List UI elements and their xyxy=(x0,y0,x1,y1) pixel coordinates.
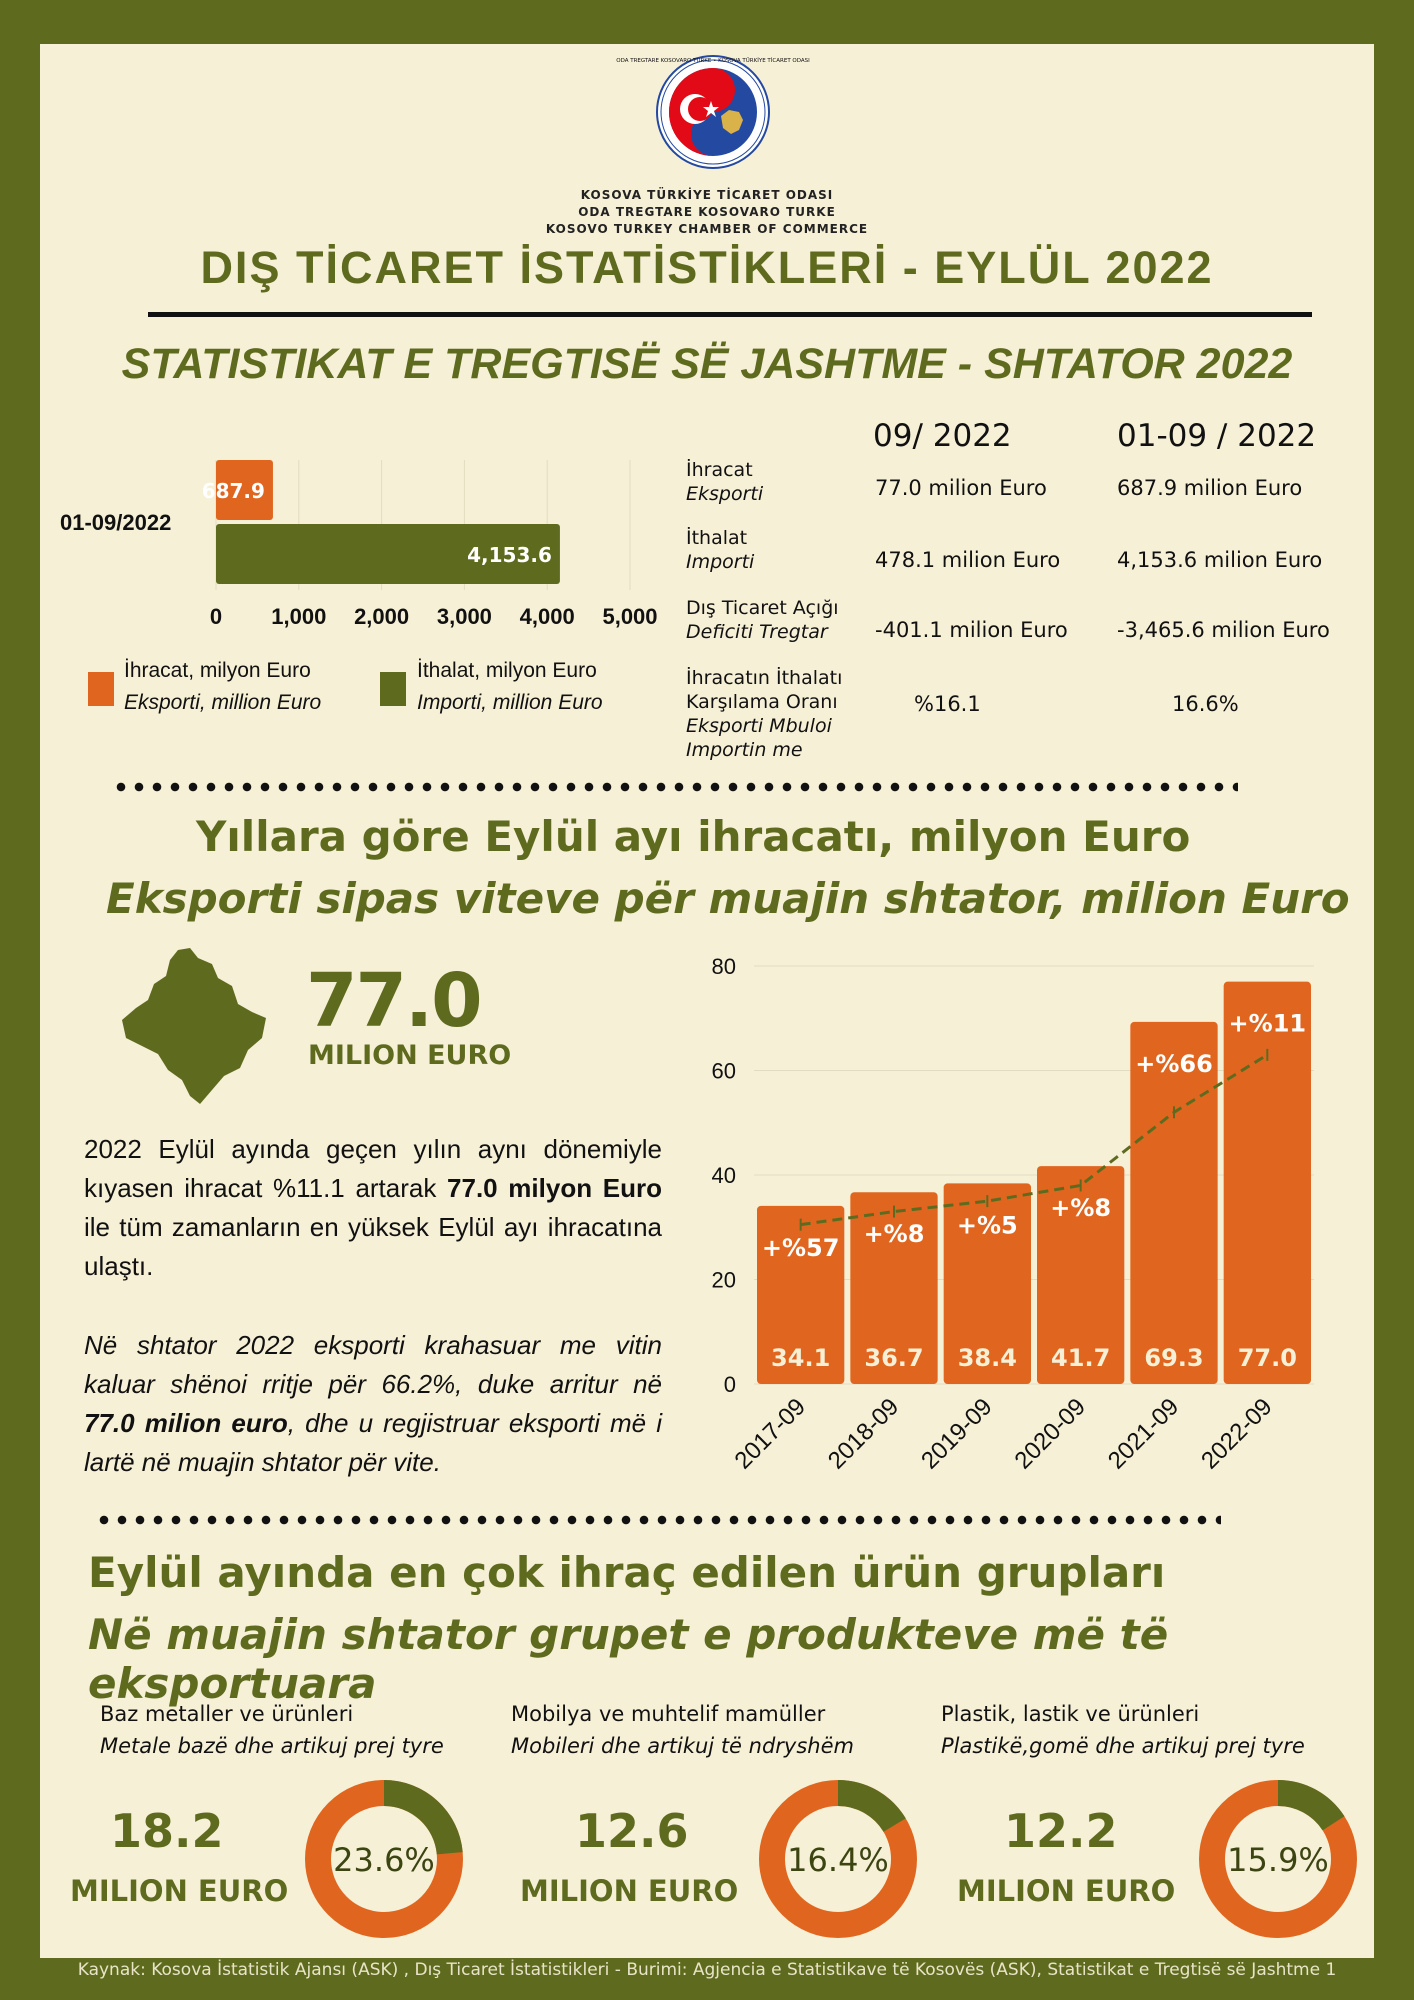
product-name-sq: Metale bazë dhe artikuj prej tyre xyxy=(100,1734,444,1758)
vbar-category-label: 2020-09 xyxy=(1009,1393,1091,1475)
page-title-sq: STATISTIKAT E TREGTISË SË JASHTME - SHTATOR 2022 xyxy=(121,340,1293,388)
paragraph-text: Në shtator 2022 eksporti krahasuar me vitin kaluar shënoi rritje për 66.2%, duke arritur në xyxy=(84,1330,662,1399)
cell-export-month: 77.0 milion Euro xyxy=(875,476,1047,500)
paragraph-text: , dhe u regjistruar eksporti më i lartë në muajin shtator për vite. xyxy=(84,1408,662,1477)
legend-export-tr: İhracat, milyon Euro xyxy=(124,659,311,682)
paragraph-highlight: 77.0 milion euro xyxy=(84,1408,288,1438)
vbar-growth-label: +%8 xyxy=(863,1220,925,1249)
row-label-sq: Eksporti Mbuloi xyxy=(686,715,832,737)
title-divider xyxy=(148,312,1312,317)
legend-swatch-export xyxy=(88,672,114,706)
product-unit: MILION EURO xyxy=(520,1874,739,1908)
hbar-tick-label: 3,000 xyxy=(436,604,492,629)
cell-import-ytd: 4,153.6 milion Euro xyxy=(1117,548,1323,572)
section2-title-sq: Eksporti sipas viteve për muajin shtator, milion Euro xyxy=(106,874,1350,923)
share-donut xyxy=(302,1777,466,1941)
vbar-tick-label: 80 xyxy=(711,954,736,979)
cell-coverage-ytd: 16.6% xyxy=(1172,692,1239,716)
vbar-category-label: 2017-09 xyxy=(729,1393,811,1475)
vbar-tick-label: 0 xyxy=(723,1372,736,1397)
product-unit: MILION EURO xyxy=(957,1874,1176,1908)
product-name-sq: Plastikë,gomë dhe artikuj prej tyre xyxy=(941,1734,1305,1758)
row-label-sq: Importi xyxy=(686,551,755,573)
donut-label: 23.6% xyxy=(333,1841,435,1879)
row-label-tr: İhracat xyxy=(686,459,753,481)
vbar-growth-label: +%66 xyxy=(1135,1049,1213,1078)
hbar-tick-label: 4,000 xyxy=(519,604,575,629)
vbar-category-label: 2019-09 xyxy=(916,1393,998,1475)
yearly-export-chart xyxy=(690,946,1330,1506)
vbar-category-label: 2021-09 xyxy=(1102,1393,1185,1475)
org-name-sq: ODA TREGTARE KOSOVARO TURKE xyxy=(578,205,836,219)
legend-export xyxy=(124,655,321,719)
product-label xyxy=(941,1698,1305,1762)
source-footer: Kaynak: Kosova İstatistik Ajansı (ASK) , Dış Ticaret İstatistikleri - Burimi: Agjencia e Statistikave të Kosovës (ASK), Statistikat e Tregtisë së Jashtme 1 xyxy=(77,1960,1337,1980)
hbar-tick-label: 2,000 xyxy=(354,604,410,629)
row-label-import xyxy=(686,526,754,574)
cell-coverage-month: %16.1 xyxy=(914,692,981,716)
section2-title-tr: Yıllara göre Eylül ayı ihracatı, milyon Euro xyxy=(196,812,1191,861)
row-label-export xyxy=(686,458,763,506)
row-label-coverage xyxy=(686,666,842,762)
paragraph-text: 2022 Eylül ayında geçen yılın aynı dönemiyle kıyasen ihracat %11.1 artarak xyxy=(84,1134,662,1203)
vbar-growth-label: +%5 xyxy=(956,1211,1018,1240)
paragraph-highlight: 77.0 milyon Euro xyxy=(447,1173,662,1203)
row-label-deficit xyxy=(686,596,839,644)
vbar-growth-label: +%57 xyxy=(761,1233,840,1262)
share-donut xyxy=(756,1777,920,1941)
kosovo-map-icon xyxy=(120,946,270,1106)
row-label-tr: Dış Ticaret Açığı xyxy=(686,597,839,619)
vbar-value-label: 69.3 xyxy=(1144,1344,1204,1372)
hbar-row-label: 01-09/2022 xyxy=(60,510,172,535)
donut-label: 16.4% xyxy=(787,1841,889,1879)
vbar-value-label: 41.7 xyxy=(1051,1344,1111,1372)
vbar-category-label: 2018-09 xyxy=(822,1393,905,1475)
product-name-tr: Mobilya ve muhtelif mamüller xyxy=(511,1702,826,1726)
section-divider xyxy=(112,781,1238,793)
product-name-sq: Mobileri dhe artikuj të ndryshëm xyxy=(511,1734,854,1758)
org-name-tr: KOSOVA TÜRKİYE TİCARET ODASI xyxy=(580,188,834,202)
headline-value: 77.0 xyxy=(306,958,481,1044)
vbar-growth-label: +%8 xyxy=(1050,1194,1112,1223)
vbar-value-label: 77.0 xyxy=(1237,1344,1297,1372)
hbar-tick-label: 0 xyxy=(209,604,223,629)
product-name-tr: Baz metaller ve ürünleri xyxy=(100,1702,354,1726)
org-name-en: KOSOVO TURKEY CHAMBER OF COMMERCE xyxy=(545,222,869,236)
summary-hbar-chart xyxy=(200,450,670,640)
product-value: 12.2 xyxy=(1004,1804,1118,1858)
row-label-tr: İhracatın İthalatı xyxy=(686,667,843,689)
vbar-bar xyxy=(1224,982,1311,1384)
product-unit: MILION EURO xyxy=(70,1874,289,1908)
headline-unit: MILION EURO xyxy=(308,1040,512,1071)
vbar-value-label: 36.7 xyxy=(864,1344,924,1372)
cell-deficit-month: -401.1 milion Euro xyxy=(875,618,1068,642)
donut-label: 15.9% xyxy=(1227,1841,1329,1879)
hbar-value-label: 687.9 xyxy=(201,479,265,503)
hbar-tick-label: 5,000 xyxy=(602,604,658,629)
row-label-sq: Deficiti Tregtar xyxy=(686,621,828,643)
vbar-tick-label: 20 xyxy=(711,1267,736,1293)
legend-export-sq: Eksporti, million Euro xyxy=(124,691,322,714)
row-label-tr: İthalat xyxy=(686,527,748,549)
share-donut xyxy=(1196,1777,1360,1941)
vbar-growth-label: +%11 xyxy=(1228,1009,1307,1038)
legend-import-sq: Importi, million Euro xyxy=(417,691,603,714)
paragraph-tr xyxy=(84,1130,662,1286)
cell-deficit-ytd: -3,465.6 milion Euro xyxy=(1117,618,1330,642)
logo-ring-text: ODA TREGTARE KOSOVARO TURKE • KOSOVA TÜRKİYE TİCARET ODASI xyxy=(616,58,810,64)
row-label-sq: Eksporti xyxy=(686,483,764,505)
col-header-month: 09/ 2022 xyxy=(873,418,1012,454)
legend-import-tr: İthalat, milyon Euro xyxy=(417,659,597,682)
section3-title-tr: Eylül ayında en çok ihraç edilen ürün grupları xyxy=(88,1548,1166,1597)
vbar-value-label: 34.1 xyxy=(771,1344,831,1372)
cell-import-month: 478.1 milion Euro xyxy=(875,548,1061,572)
legend-import xyxy=(417,655,603,719)
paragraph-sq xyxy=(84,1326,662,1482)
row-label-tr2: Karşılama Oranı xyxy=(686,691,838,713)
product-value: 12.6 xyxy=(575,1804,689,1858)
section3-title-sq: Në muajin shtator grupet e produkteve më të eksportuara xyxy=(88,1610,1169,1708)
product-label xyxy=(511,1698,854,1762)
vbar-value-label: 38.4 xyxy=(957,1344,1017,1372)
hbar-value-label: 4,153.6 xyxy=(467,543,552,567)
hbar-tick-label: 1,000 xyxy=(271,604,327,629)
product-value: 18.2 xyxy=(110,1804,224,1858)
section-divider xyxy=(95,1514,1221,1526)
product-label xyxy=(100,1698,444,1762)
cell-export-ytd: 687.9 milion Euro xyxy=(1117,476,1303,500)
vbar-tick-label: 60 xyxy=(711,1058,736,1084)
chamber-logo xyxy=(616,54,810,170)
paragraph-text: ile tüm zamanların en yüksek Eylül ayı ihracatına ulaştı. xyxy=(84,1212,662,1281)
product-name-tr: Plastik, lastik ve ürünleri xyxy=(941,1702,1200,1726)
col-header-ytd: 01-09 / 2022 xyxy=(1117,418,1317,454)
row-label-sq2: Importin me xyxy=(686,739,803,761)
page-title-tr: DIŞ TİCARET İSTATİSTİKLERİ - EYLÜL 2022 xyxy=(200,242,1214,293)
legend-swatch-import xyxy=(380,672,406,706)
vbar-category-label: 2022-09 xyxy=(1196,1393,1278,1475)
vbar-tick-label: 40 xyxy=(711,1163,736,1188)
